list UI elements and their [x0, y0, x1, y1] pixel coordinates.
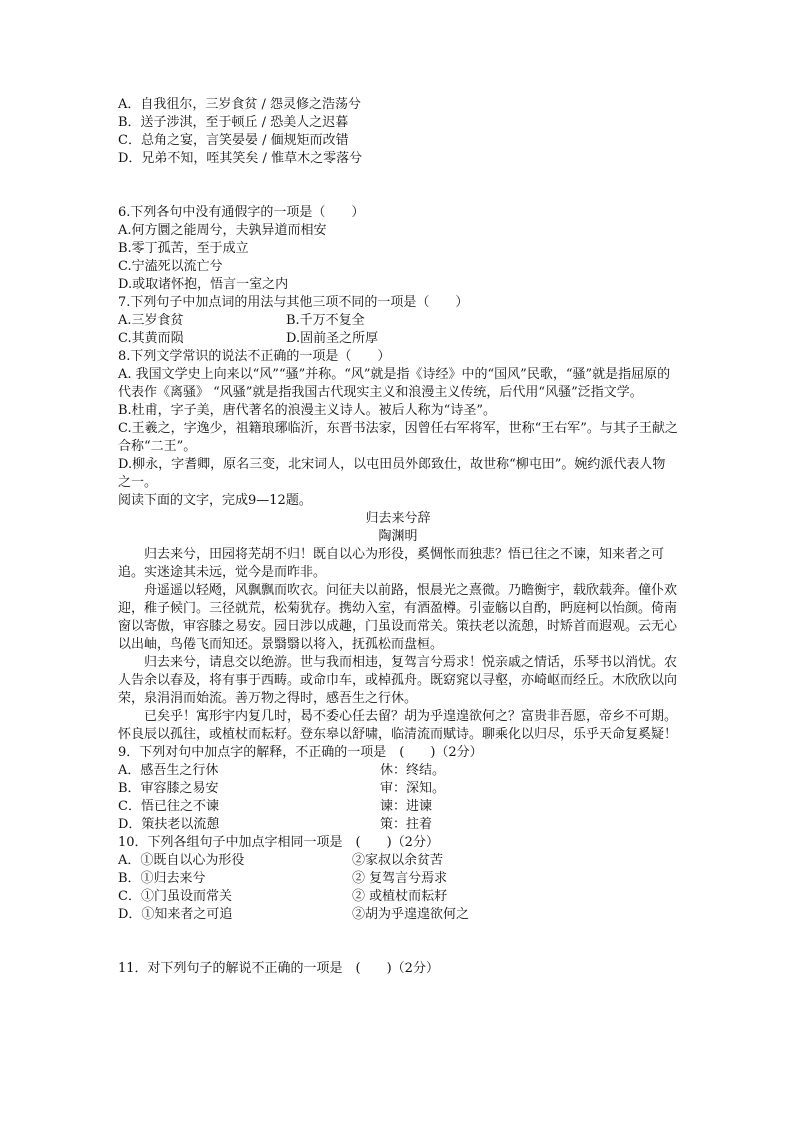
q10-option-c-second: ② 或植杖而耘耔 [352, 889, 448, 904]
q9-option-row [118, 798, 678, 816]
passage [118, 510, 678, 744]
question-9 [118, 744, 678, 834]
q10-option-d-first: D．①知来者之可追 [118, 907, 233, 922]
q5-option-c: C．总角之宴，言笑晏晏 / 偭规矩而改错 [118, 133, 349, 148]
passage-paragraph: 归去来兮，田园将芜胡不归！既自以心为形役，奚惆怅而独悲？悟已往之不谏，知来者之可追。实迷途其未远，觉今是而昨非。 [118, 547, 665, 580]
spacer [118, 168, 678, 204]
q10-option-a-first: A．①既自以心为形役 [118, 853, 245, 868]
q9-option-d-sentence: D．策扶老以流憩 [118, 817, 220, 832]
q7-stem: 7.下列句子中加点词的用法与其他三项不同的一项是（ ） [118, 295, 469, 310]
q7-option-row [118, 312, 678, 330]
exam-page [118, 96, 678, 978]
q8-option-b: B.杜甫，字子美，唐代著名的浪漫主义诗人。被后人称为“诗圣”。 [118, 403, 496, 418]
spacer [118, 924, 678, 960]
question-7 [118, 294, 678, 348]
passage-title: 归去来兮辞 [365, 511, 431, 526]
q5-option-a: A．自我徂尔，三岁食贫 / 怨灵修之浩荡兮 [118, 97, 362, 112]
q8-option-d: D.柳永，字耆卿，原名三变，北宋词人，以屯田员外郎致仕，故世称“柳屯田”。婉约派代表人物之一。 [118, 457, 666, 490]
passage-author: 陶渊明 [378, 529, 418, 544]
q6-option-c: C.宁溘死以流亡兮 [118, 259, 223, 274]
q9-option-a-gloss: 休：终结。 [380, 763, 446, 778]
q8-stem: 8.下列文学常识的说法不正确的一项是（ ） [118, 349, 391, 364]
q10-option-b-second: ② 复驾言兮焉求 [352, 871, 448, 886]
q8-option-c: C.王羲之，字逸少，祖籍琅琊临沂，东晋书法家，因曾任右军将军，世称“王右军”。与其子王献之合称“二王”。 [118, 421, 678, 454]
passage-paragraph: 舟遥遥以轻飏，风飘飘而吹衣。问征夫以前路，恨晨光之熹微。乃瞻衡宇，载欣载奔。僮仆欢迎，稚子候门。三径就荒，松菊犹存。携幼入室，有酒盈樽。引壶觞以自酌，眄庭柯以怡颜。倚南窗以寄傲，审容膝之易安。园日涉以成趣，门虽设而常关。策扶老以流憩，时矫首而遐观。云无心以出岫，鸟倦飞而知还。景翳翳以将入，抚孤松而盘桓。 [118, 583, 678, 652]
q7-option-c: C.其黄而陨 [118, 331, 184, 346]
q6-option-b: B.零丁孤苦，至于成立 [118, 241, 249, 256]
q9-option-d-gloss: 策：拄着 [380, 817, 433, 832]
q9-option-b-gloss: 审：深知。 [380, 781, 446, 796]
q5-options [118, 96, 678, 168]
q10-option-row [118, 852, 678, 870]
q9-option-row [118, 780, 678, 798]
q11-stem: 11．对下列句子的解说不正确的一项是 ( )（2分） [118, 961, 439, 976]
q10-option-d-second: ②胡为乎遑遑欲何之 [352, 907, 470, 922]
q6-option-a: A.何方圜之能周兮，夫孰异道而相安 [118, 223, 327, 238]
q6-stem: 6.下列各句中没有通假字的一项是（ ） [118, 205, 365, 220]
q7-option-b: B.千万不复全 [286, 313, 365, 328]
passage-paragraph: 已矣乎！寓形宇内复几时，曷不委心任去留？胡为乎遑遑欲何之？富贵非吾愿，帝乡不可期。怀良辰以孤往，或植杖而耘耔。登东皋以舒啸，临清流而赋诗。聊乘化以归尽，乐乎天命复奚疑！ [118, 709, 678, 742]
q7-option-a: A.三岁食贫 [118, 313, 184, 328]
question-6 [118, 204, 678, 294]
question-10 [118, 834, 678, 924]
question-11 [118, 960, 678, 978]
question-8 [118, 348, 678, 492]
q6-option-d: D.或取诸怀抱，悟言一室之内 [118, 277, 289, 292]
q7-option-d: D.固前圣之所厚 [286, 331, 379, 346]
q10-option-c-first: C．①门虽设而常关 [118, 889, 232, 904]
q5-option-d: D．兄弟不知，咥其笑矣 / 惟草木之零落兮 [118, 151, 363, 166]
q9-option-row [118, 816, 678, 834]
q10-stem: 10．下列各组句子中加点字相同一项是 ( )（2分） [118, 835, 439, 850]
q7-option-row [118, 330, 678, 348]
passage-paragraph: 归去来兮，请息交以绝游。世与我而相违，复驾言兮焉求！悦亲戚之情话，乐琴书以消忧。农人告余以春及，将有事于西畴。或命巾车，或棹孤舟。既窈窕以寻壑，亦崎岖而经丘。木欣欣以向荣，泉涓涓而始流。善万物之得时，感吾生之行休。 [118, 655, 678, 706]
q10-option-a-second: ②家叔以余贫苦 [352, 853, 444, 868]
q9-option-c-sentence: C．悟已往之不谏 [118, 799, 219, 814]
reading-instruction: 阅读下面的文字，完成9—12题。 [118, 493, 312, 508]
q9-stem: 9．下列对句中加点字的解释，不正确的一项是 ( )（2分） [118, 745, 483, 760]
q10-option-row [118, 888, 678, 906]
q8-option-a: A. 我国文学史上向来以“风”“骚”并称。“风”就是指《诗经》中的“国风”民歌，“骚”就是指屈原的代表作《离骚》 “风骚”就是指我国古代现实主义和浪漫主义传统，后代用“风骚”泛指文学。 [118, 367, 671, 400]
q9-option-b-sentence: B．审容膝之易安 [118, 781, 219, 796]
q9-option-row [118, 762, 678, 780]
q10-option-b-first: B．①归去来兮 [118, 871, 206, 886]
q10-option-row [118, 906, 678, 924]
q10-option-row [118, 870, 678, 888]
q9-option-c-gloss: 谏：进谏 [380, 799, 433, 814]
q5-option-b: B．送子涉淇，至于顿丘 / 恐美人之迟暮 [118, 115, 349, 130]
q9-option-a-sentence: A．感吾生之行休 [118, 763, 219, 778]
